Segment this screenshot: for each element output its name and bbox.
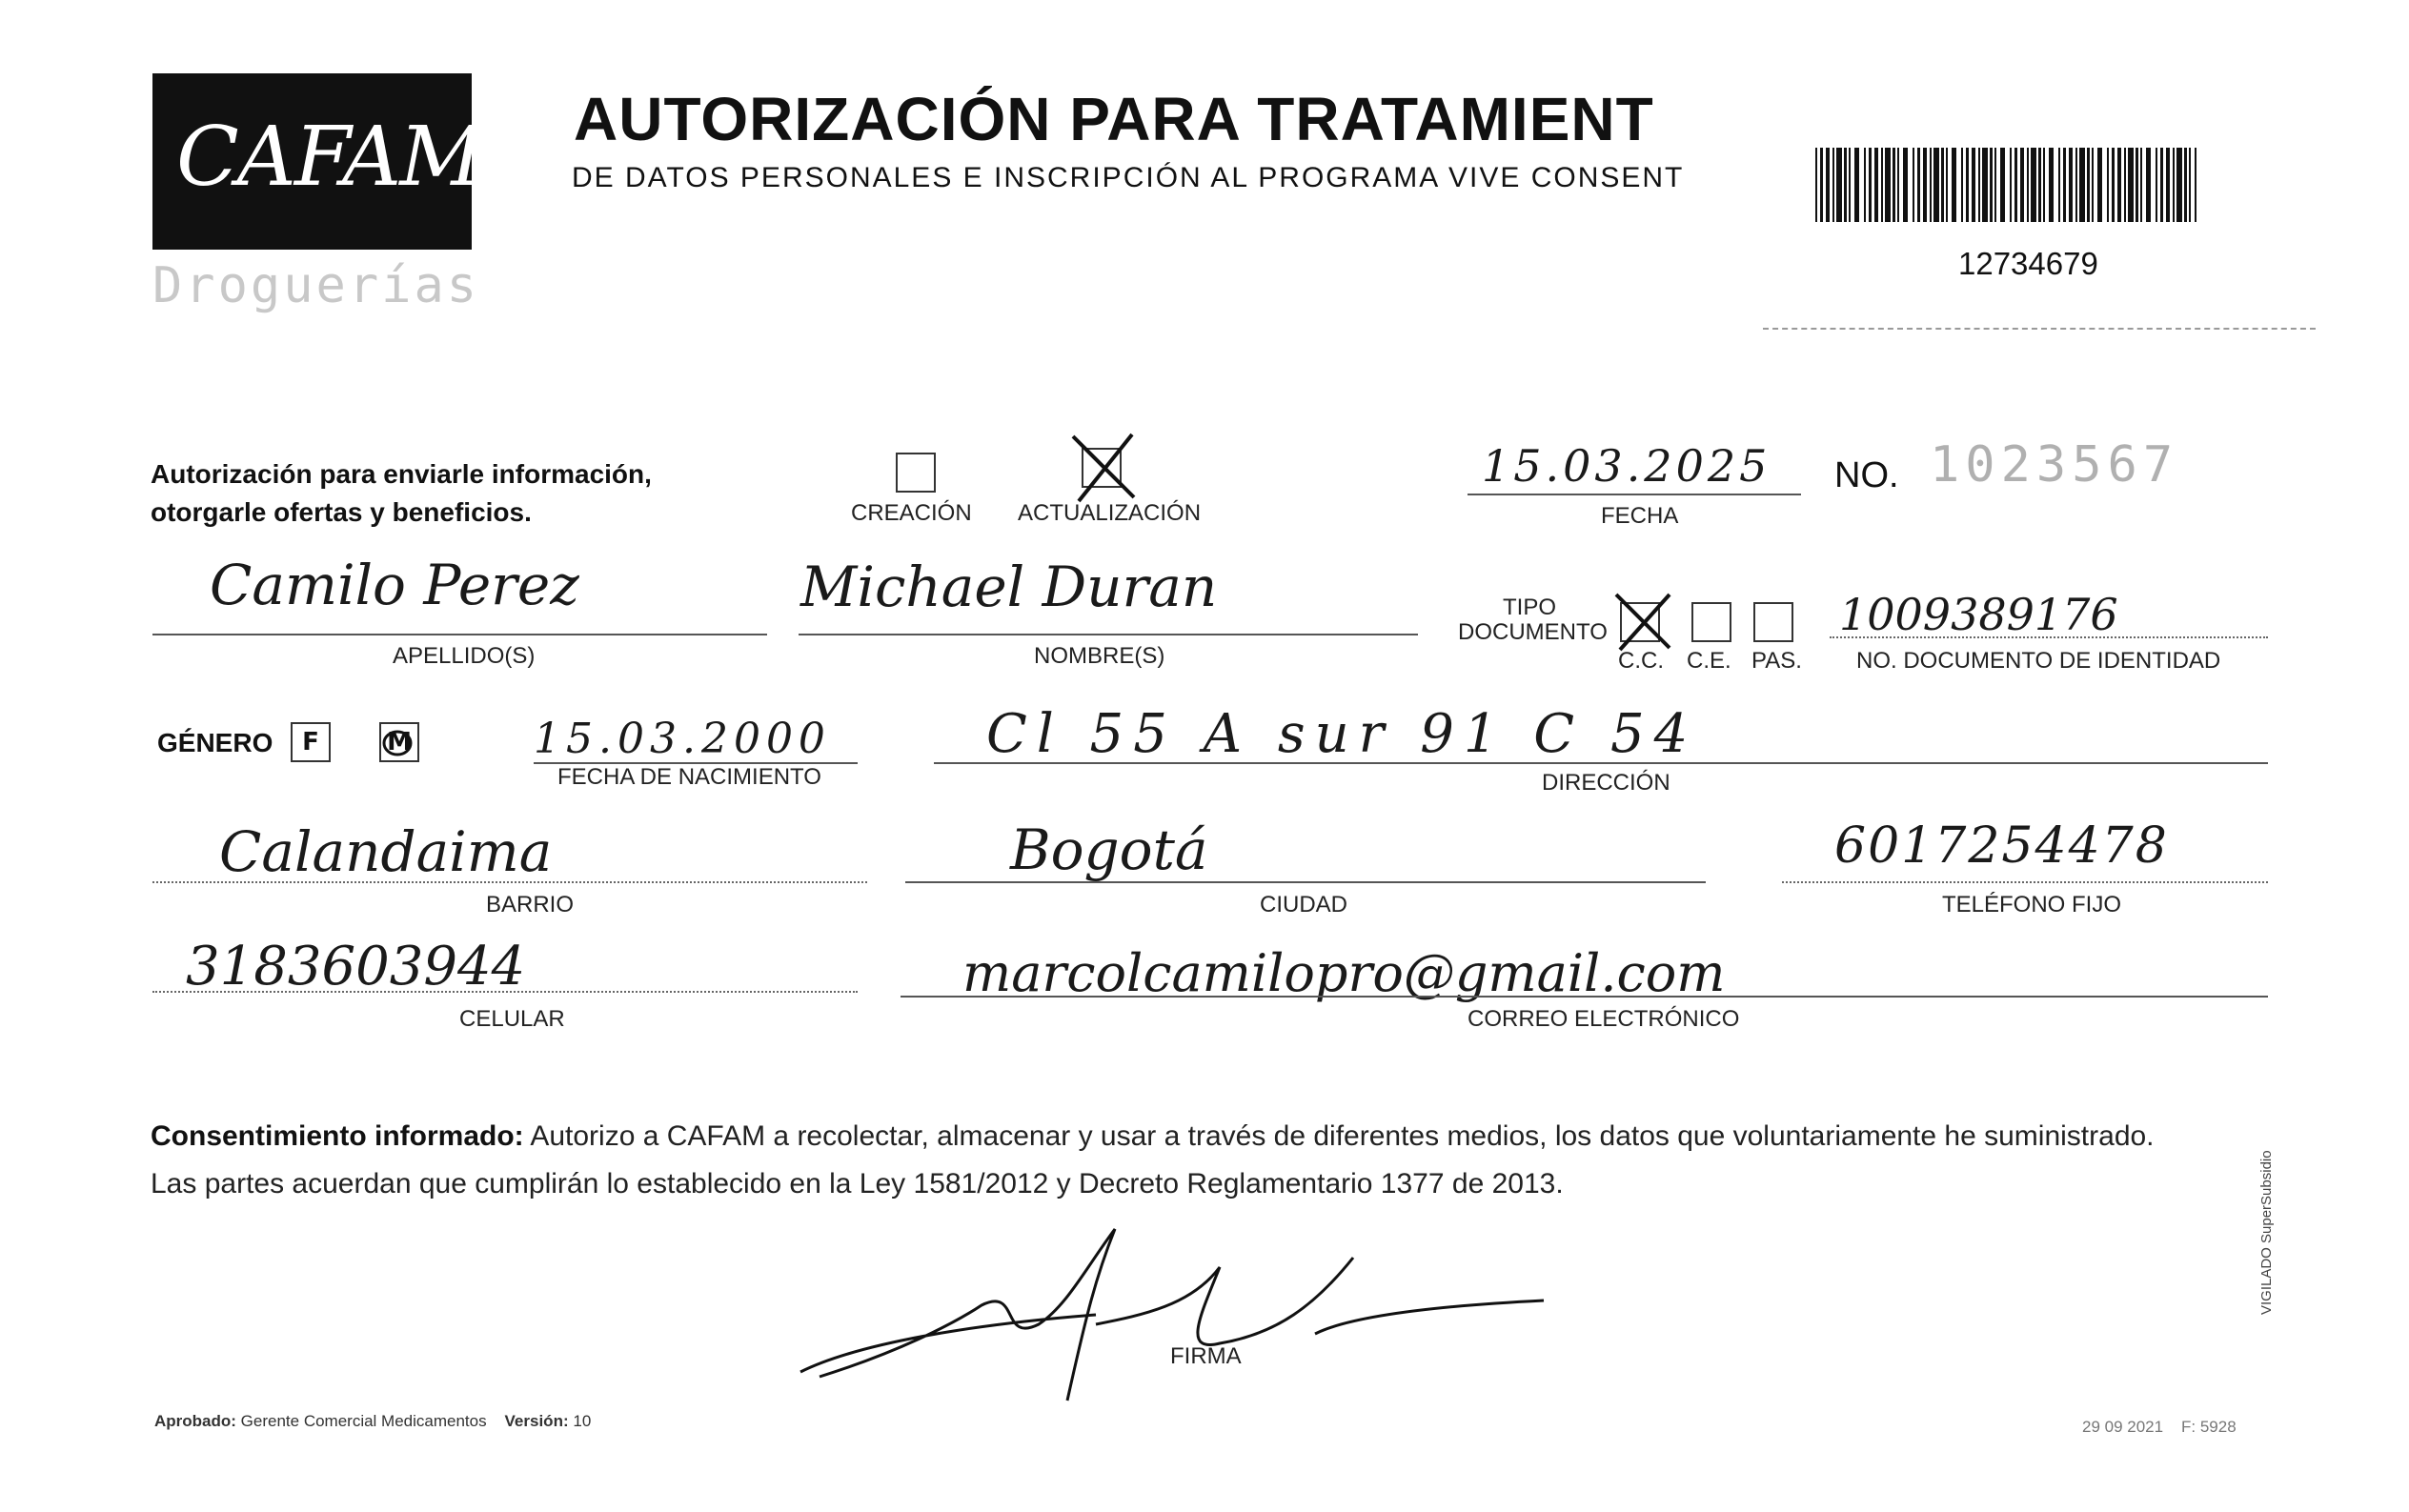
phone-label: TELÉFONO FIJO bbox=[1942, 892, 2122, 917]
barcode-bar bbox=[2189, 148, 2191, 222]
barcode-bar bbox=[1874, 148, 1878, 222]
barcode-bar bbox=[2014, 148, 2017, 222]
barcode-bar bbox=[1832, 148, 1834, 222]
cc-label: C.C. bbox=[1618, 648, 1664, 674]
names-value: Michael Duran bbox=[800, 554, 1218, 619]
neighborhood-line bbox=[152, 881, 867, 883]
logo-text: CAFAM bbox=[176, 110, 482, 205]
consent-text-1: Autorizo a CAFAM a recolectar, almacenar y usar a través de diferentes medios, los datos que voluntariamente he suministrado. bbox=[523, 1120, 2155, 1152]
neighborhood-label: BARRIO bbox=[486, 892, 575, 917]
mobile-value: 3183603944 bbox=[186, 936, 526, 998]
surnames-value: Camilo Perez bbox=[210, 553, 579, 617]
barcode-bar bbox=[2027, 148, 2029, 222]
barcode-bar bbox=[1982, 148, 1988, 222]
pas-checkbox[interactable] bbox=[1753, 602, 1793, 642]
pas-label: PAS. bbox=[1751, 648, 1802, 674]
barcode-bar bbox=[2000, 148, 2005, 222]
city-label: CIUDAD bbox=[1260, 892, 1348, 917]
consent-text-2: Las partes acuerdan que cumplirán lo establecido en la Ley 1581/2012 y Decreto Reglamentario 1377 de 2013. bbox=[151, 1168, 1564, 1200]
barcode-bar bbox=[2166, 148, 2170, 222]
approved-value: Gerente Comercial Medicamentos bbox=[240, 1412, 487, 1430]
footer-codes bbox=[2082, 1418, 2237, 1437]
barcode-bar bbox=[2031, 148, 2036, 222]
droguerias-sublogo: Droguerías bbox=[152, 257, 480, 314]
barcode-bar bbox=[2049, 148, 2054, 222]
barcode-bar bbox=[2173, 148, 2175, 222]
barcode-bar bbox=[2112, 148, 2115, 222]
barcode-bar bbox=[1836, 148, 1842, 222]
barcode-bar bbox=[1826, 148, 1830, 222]
version-value: 10 bbox=[573, 1412, 592, 1430]
barcode-bar bbox=[1897, 148, 1899, 222]
barcode-bar bbox=[2069, 148, 2073, 222]
city-value: Bogotá bbox=[1010, 817, 1208, 882]
barcode-bar bbox=[1903, 148, 1908, 222]
barcode-bar bbox=[1844, 148, 1847, 222]
birth-label: FECHA DE NACIMIENTO bbox=[557, 764, 821, 790]
footer-date: 29 09 2021 bbox=[2082, 1418, 2164, 1436]
form-subtitle: DE DATOS PERSONALES E INSCRIPCIÓN AL PROGRAMA VIVE CONSENT bbox=[572, 162, 1685, 193]
barcode-bar bbox=[2063, 148, 2066, 222]
barcode-bar bbox=[1961, 148, 1963, 222]
barcode-bar bbox=[2124, 148, 2126, 222]
barcode-bar bbox=[1941, 148, 1944, 222]
phone-value: 6017254478 bbox=[1834, 817, 2169, 875]
barcode-bar bbox=[2128, 148, 2134, 222]
barcode-bar bbox=[2140, 148, 2142, 222]
barcode-bar bbox=[1923, 148, 1927, 222]
barcode-bar bbox=[2160, 148, 2163, 222]
barcode-bar bbox=[1820, 148, 1823, 222]
doc-type-label: TIPO DOCUMENTO bbox=[1458, 595, 1608, 645]
address-value: Cl 55 A sur 91 C 54 bbox=[986, 703, 1698, 765]
surnames-line bbox=[152, 634, 767, 635]
barcode-bar bbox=[1933, 148, 1939, 222]
barcode-bar bbox=[1990, 148, 1993, 222]
gender-m-box[interactable]: M bbox=[379, 722, 419, 762]
signature-label: FIRMA bbox=[1170, 1343, 1242, 1369]
barcode-bar bbox=[2156, 148, 2157, 222]
address-line bbox=[934, 762, 2268, 764]
creation-checkbox[interactable] bbox=[896, 453, 936, 493]
barcode-bar bbox=[2043, 148, 2045, 222]
barcode-bar bbox=[2146, 148, 2151, 222]
surnames-label: APELLIDO(S) bbox=[393, 643, 536, 669]
date-line bbox=[1468, 494, 1801, 495]
barcode-bar bbox=[1930, 148, 1932, 222]
barcode-bar bbox=[2010, 148, 2012, 222]
address-label: DIRECCIÓN bbox=[1542, 770, 1670, 796]
barcode-number: 12734679 bbox=[1958, 246, 2098, 281]
names-label: NOMBRE(S) bbox=[1034, 643, 1165, 669]
city-line bbox=[905, 881, 1706, 883]
barcode-bar bbox=[1913, 148, 1914, 222]
barcode-bar bbox=[2020, 148, 2024, 222]
email-line bbox=[901, 996, 2268, 998]
update-label: ACTUALIZACIÓN bbox=[1018, 500, 1202, 526]
barcode-bar bbox=[2087, 148, 2090, 222]
doc-number-label: NO. DOCUMENTO DE IDENTIDAD bbox=[1856, 648, 2221, 674]
barcode-bar bbox=[2038, 148, 2041, 222]
barcode-bar bbox=[2079, 148, 2085, 222]
signature-drawing bbox=[781, 1210, 1563, 1420]
mobile-label: CELULAR bbox=[459, 1006, 565, 1032]
barcode-bar bbox=[1885, 148, 1891, 222]
barcode-bar bbox=[2195, 148, 2196, 222]
barcode-bar bbox=[1893, 148, 1895, 222]
barcode-bar bbox=[1972, 148, 1975, 222]
creation-label: CREACIÓN bbox=[851, 500, 972, 526]
barcode-bar bbox=[1917, 148, 1920, 222]
names-line bbox=[799, 634, 1418, 635]
email-label: CORREO ELECTRÓNICO bbox=[1468, 1006, 1740, 1032]
decorative-dashes bbox=[1763, 328, 2316, 330]
barcode-bar bbox=[1864, 148, 1866, 222]
form-title: AUTORIZACIÓN PARA TRATAMIENT bbox=[574, 85, 1654, 153]
mobile-line bbox=[152, 991, 858, 993]
ce-label: C.E. bbox=[1687, 648, 1731, 674]
approved-label: Aprobado: bbox=[154, 1412, 236, 1430]
barcode-bar bbox=[1978, 148, 1980, 222]
barcode-bar bbox=[1881, 148, 1883, 222]
barcode-bar bbox=[2092, 148, 2094, 222]
doc-number-line bbox=[1830, 636, 2268, 638]
gender-f-box[interactable]: F bbox=[291, 722, 331, 762]
authorization-text: Autorización para enviarle información, otorgarle ofertas y beneficios. bbox=[151, 459, 652, 527]
doc-number-value: 1009389176 bbox=[1839, 589, 2118, 640]
birth-value: 15.03.2000 bbox=[534, 715, 831, 763]
email-value: marcolcamilopro@gmail.com bbox=[962, 943, 1726, 1003]
barcode-bar bbox=[1869, 148, 1872, 222]
version-label: Versión: bbox=[504, 1412, 569, 1430]
date-label: FECHA bbox=[1601, 503, 1679, 529]
barcode-bar bbox=[2117, 148, 2121, 222]
gender-label: GÉNERO bbox=[157, 728, 273, 757]
barcode-bar bbox=[1854, 148, 1859, 222]
barcode-bar bbox=[2184, 148, 2187, 222]
footer-code: F: 5928 bbox=[2181, 1418, 2237, 1436]
barcode-bar bbox=[1849, 148, 1851, 222]
neighborhood-value: Calandaima bbox=[219, 819, 553, 884]
consent-paragraph bbox=[151, 1113, 2276, 1208]
consent-heading: Consentimiento informado: bbox=[151, 1120, 524, 1152]
form-number: 1023567 bbox=[1930, 436, 2179, 494]
number-label: NO. bbox=[1834, 455, 1899, 495]
barcode-bar bbox=[2075, 148, 2077, 222]
date-value: 15.03.2025 bbox=[1482, 440, 1771, 492]
barcode-bar bbox=[2097, 148, 2102, 222]
ce-checkbox[interactable] bbox=[1691, 602, 1731, 642]
barcode-bar bbox=[1966, 148, 1969, 222]
barcode-bar bbox=[2107, 148, 2109, 222]
gender-m-mark-icon bbox=[376, 724, 418, 762]
barcode-bar bbox=[2058, 148, 2060, 222]
barcode bbox=[1815, 148, 2196, 222]
barcode-bar bbox=[2176, 148, 2182, 222]
barcode-bar bbox=[1994, 148, 1996, 222]
update-check-mark-icon bbox=[1065, 431, 1142, 505]
barcode-bar bbox=[1815, 148, 1817, 222]
barcode-bar bbox=[2136, 148, 2138, 222]
footer-approved bbox=[154, 1412, 591, 1431]
vigilado-side-text: VIGILADO SuperSubsidio bbox=[2258, 1150, 2275, 1315]
barcode-bar bbox=[1952, 148, 1956, 222]
phone-line bbox=[1782, 881, 2268, 883]
barcode-bar bbox=[1946, 148, 1948, 222]
cc-check-mark-icon bbox=[1610, 589, 1677, 654]
